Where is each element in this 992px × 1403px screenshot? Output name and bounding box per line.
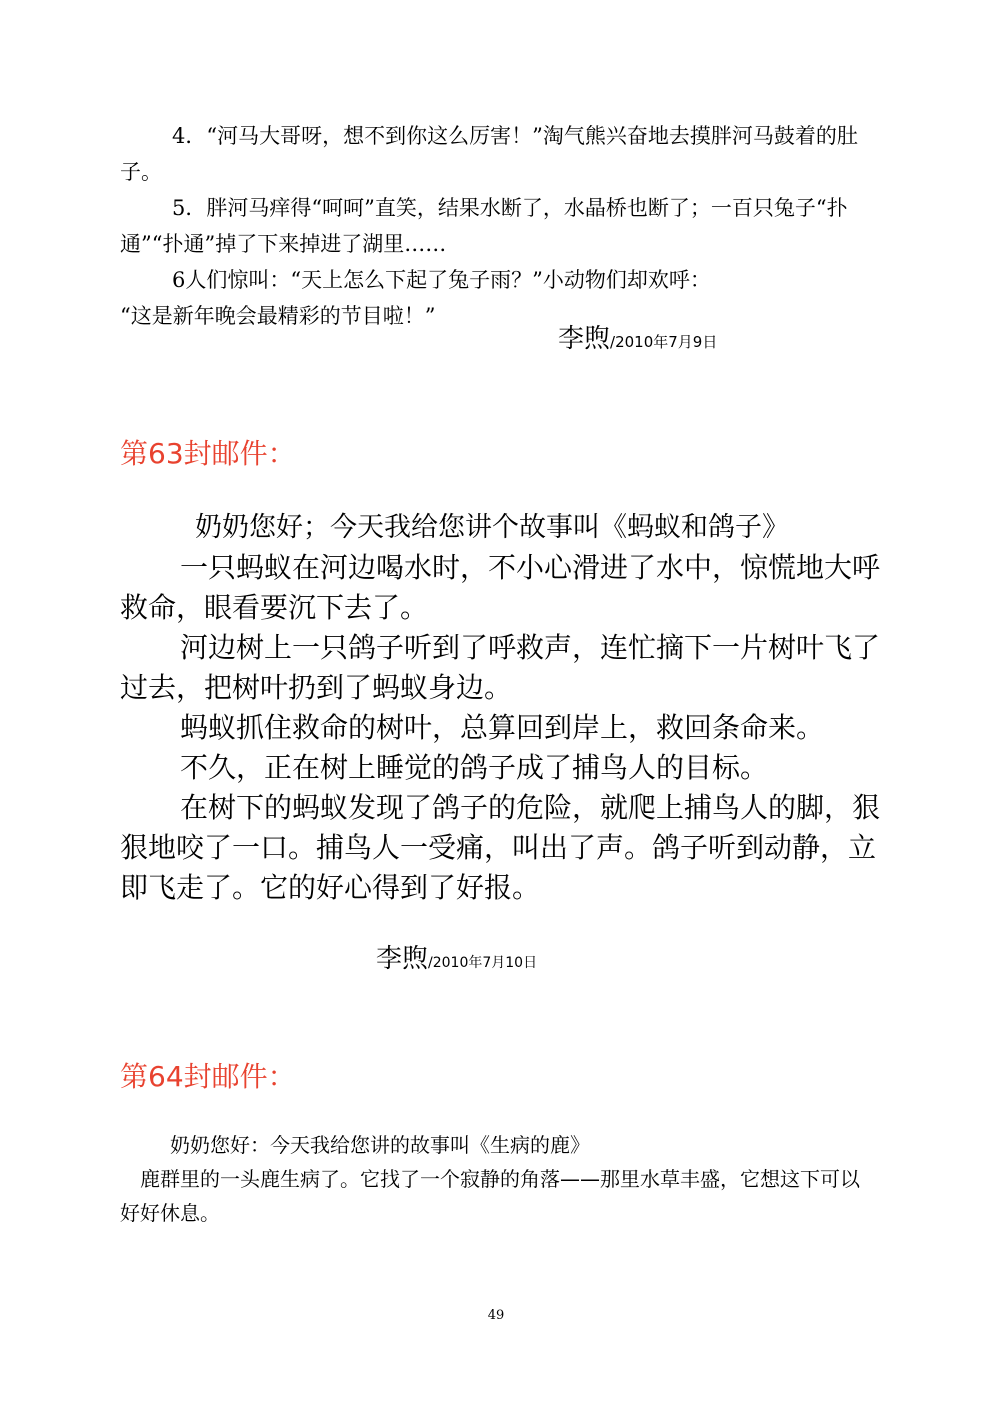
email-64-body xyxy=(120,1128,870,1230)
prev-paragraph-4: 4．“河马大哥呀，想不到你这么厉害！”淘气熊兴奋地去摸胖河马鼓着的肚子。 xyxy=(120,124,858,184)
signature-date: /2010年7月9日 xyxy=(610,333,718,351)
prev-paragraph-6-cont: “这是新年晚会最精彩的节目啦！” xyxy=(120,304,436,328)
signature-date: /2010年7月10日 xyxy=(428,955,538,971)
signature-name: 李煦 xyxy=(376,944,429,974)
prev-signature xyxy=(558,318,717,355)
email-64-heading: 第64封邮件： xyxy=(120,1060,296,1093)
email-63-paragraph: 河边树上一只鸽子听到了呼救声，连忙摘下一片树叶飞了过去，把树叶扔到了蚂蚁身边。 xyxy=(120,631,881,704)
page-number: 49 xyxy=(487,1308,505,1323)
email-63-body xyxy=(120,508,880,908)
prev-story xyxy=(120,118,880,334)
prev-paragraph-6: 6人们惊叫：“天上怎么下起了兔子雨？”小动物们却欢呼： xyxy=(172,268,711,292)
signature-name: 李煦 xyxy=(558,324,611,354)
email-63-paragraph: 蚂蚁抓住救命的树叶，总算回到岸上，救回条命来。 xyxy=(180,711,825,744)
email-63-signature xyxy=(376,938,537,975)
email-63-paragraph: 不久，正在树上睡觉的鸽子成了捕鸟人的目标。 xyxy=(180,751,769,784)
prev-paragraph-5: 5．胖河马痒得“呵呵”直笑，结果水断了，水晶桥也断了；一百只兔子“扑通”“扑通”掉了下来掉进了湖里…… xyxy=(120,196,848,256)
email-63-heading: 第63封邮件： xyxy=(120,437,296,470)
email-64-paragraph: 鹿群里的一头鹿生病了。它找了一个寂静的角落——那里水草丰盛，它想这下可以好好休息。 xyxy=(120,1167,860,1225)
email-63-paragraph: 在树下的蚂蚁发现了鸽子的危险，就爬上捕鸟人的脚，狠狠地咬了一口。捕鸟人一受痛，叫出了声。鸽子听到动静，立即飞走了。它的好心得到了好报。 xyxy=(120,791,881,904)
email-63-paragraph: 一只蚂蚁在河边喝水时，不小心滑进了水中，惊慌地大呼救命，眼看要沉下去了。 xyxy=(120,551,881,624)
email-64-greeting: 奶奶您好：今天我给您讲的故事叫《生病的鹿》 xyxy=(170,1133,590,1157)
email-63-greeting: 奶奶您好；今天我给您讲个故事叫《蚂蚁和鸽子》 xyxy=(195,512,789,543)
